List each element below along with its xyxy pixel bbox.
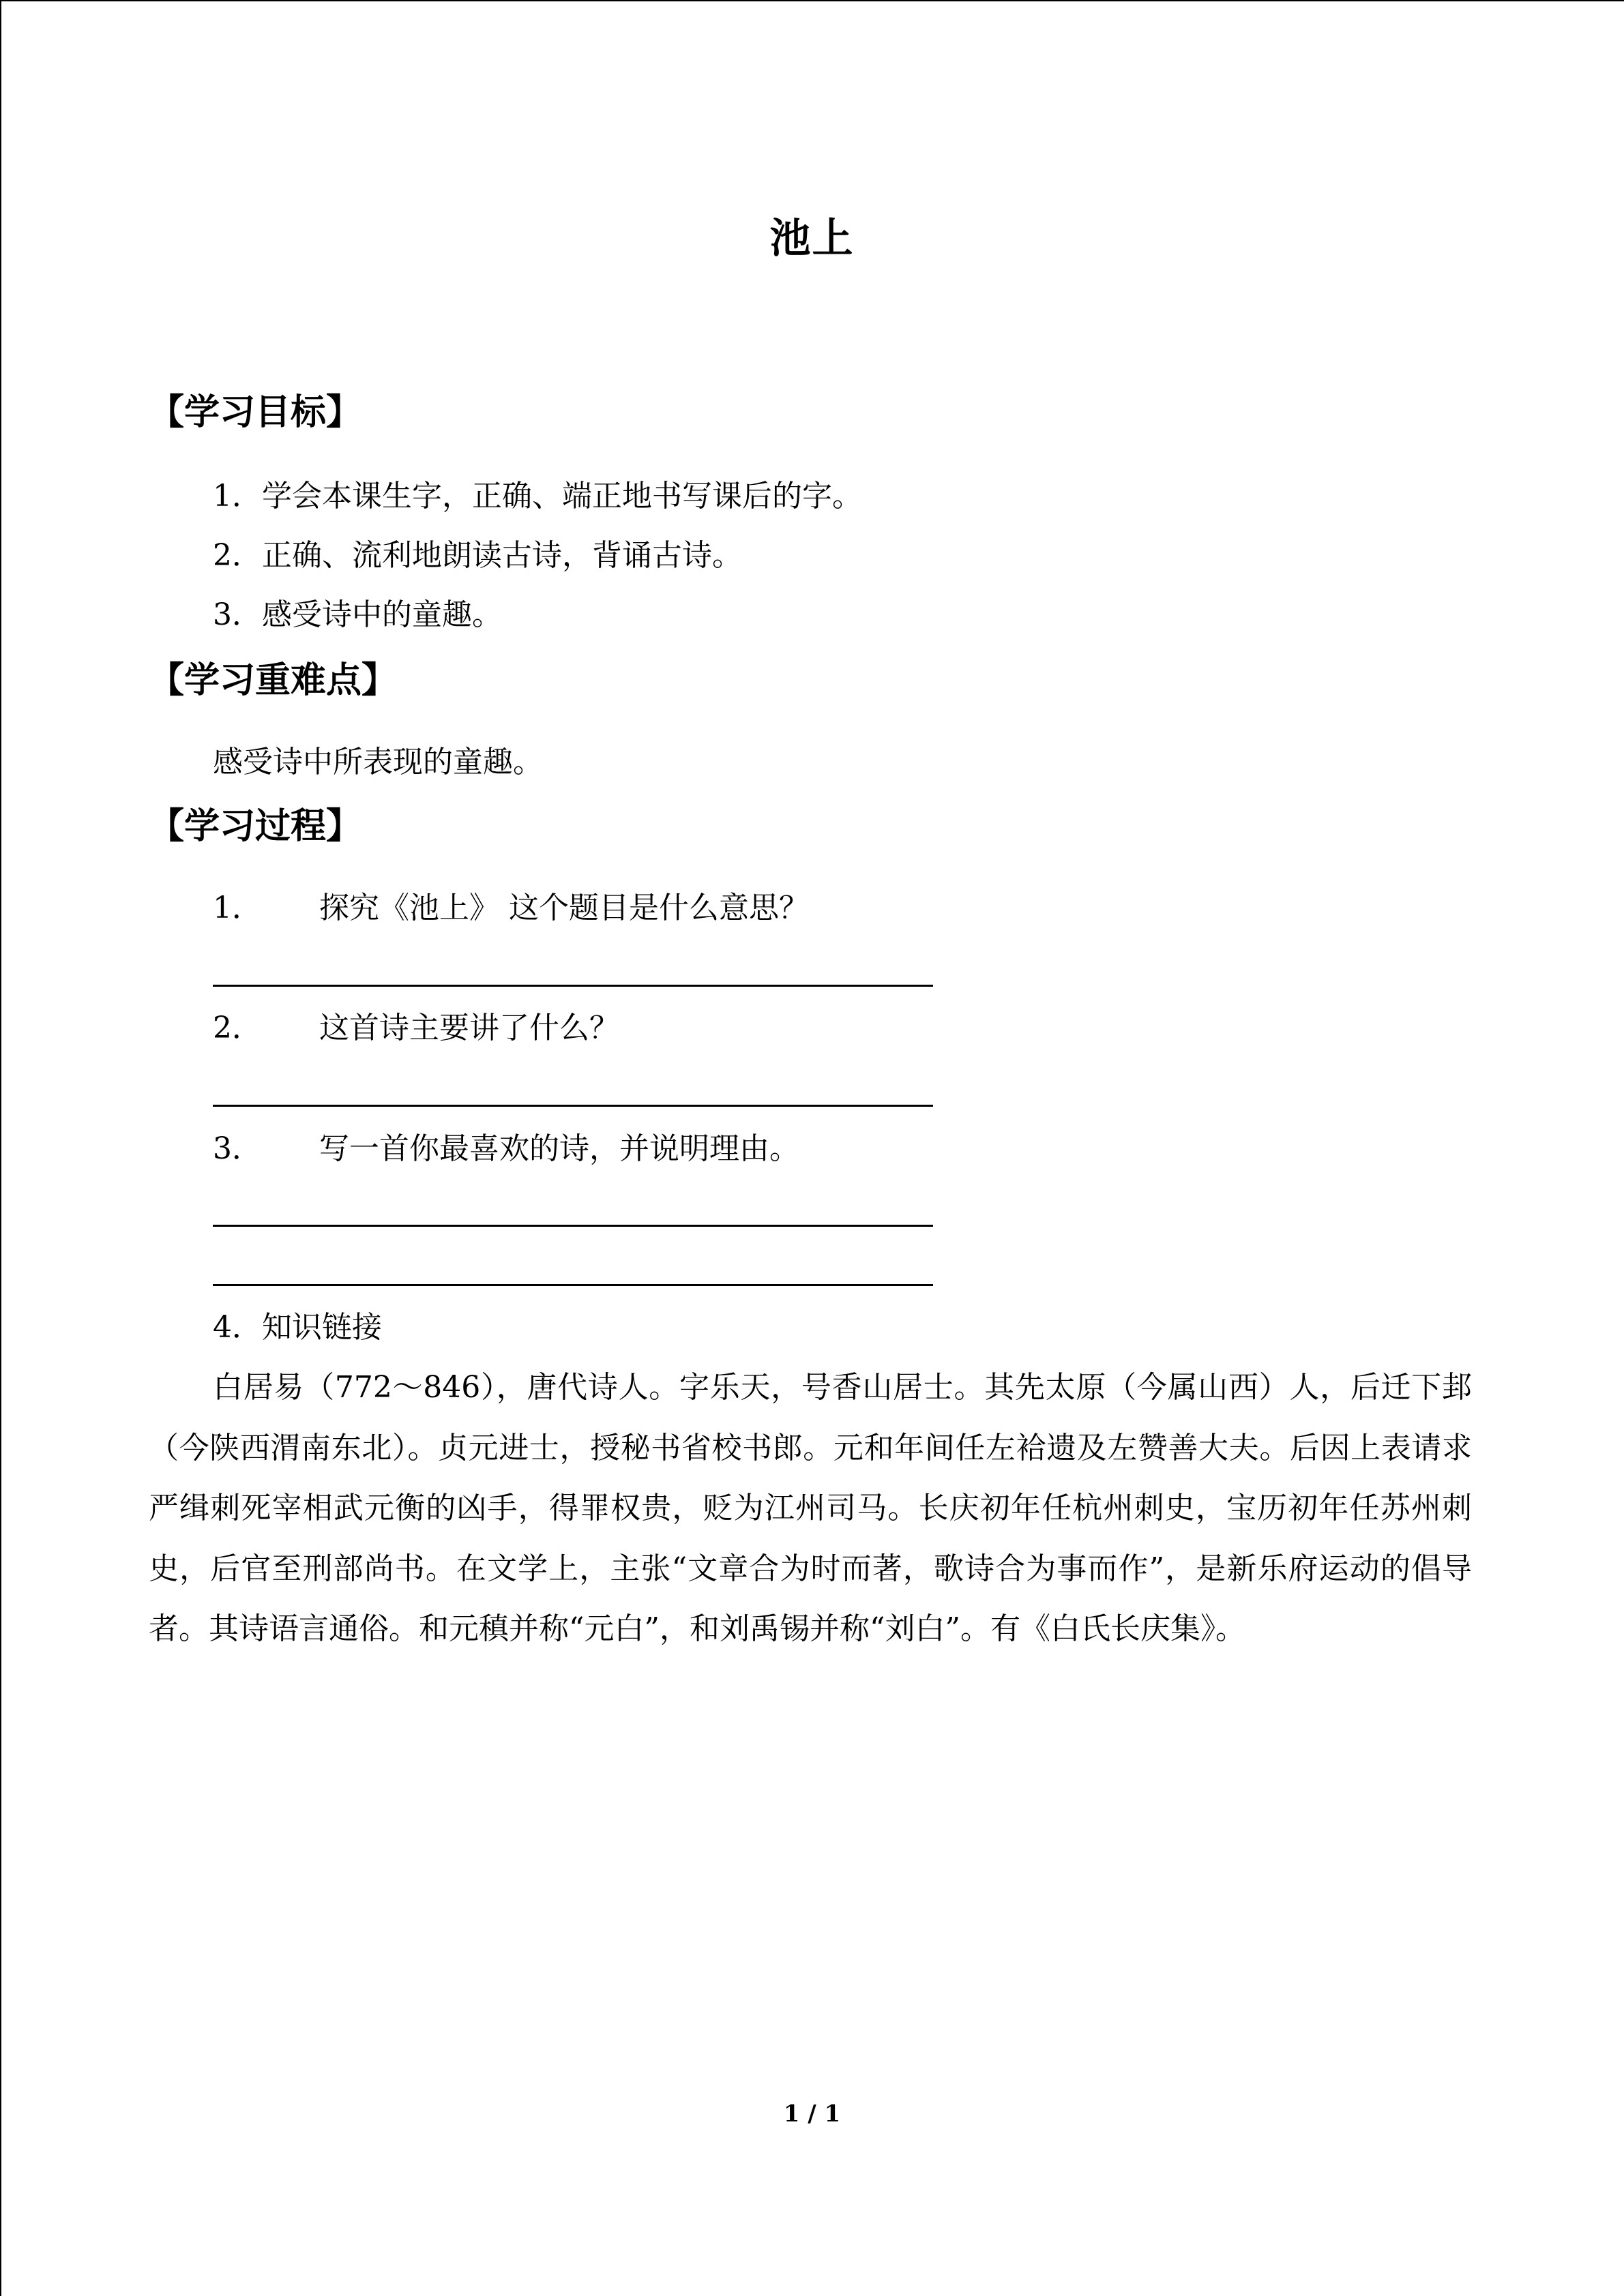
question-number: 3．	[213, 1131, 262, 1166]
question-text: 写一首你最喜欢的诗，并说明理由。	[319, 1131, 799, 1166]
goal-text: 学会本课生字，正确、端正地书写课后的字。	[262, 479, 862, 513]
answer-line[interactable]	[213, 1105, 933, 1107]
question-number: 2．	[213, 1011, 262, 1045]
knowledge-link-label: 4．知识链接	[213, 1310, 382, 1345]
section-heading-process: 【学习过程】	[149, 806, 362, 847]
page-title: 池上	[769, 215, 855, 263]
section-heading-goals: 【学习目标】	[149, 392, 362, 433]
key-points-text: 感受诗中所表现的童趣。	[213, 745, 543, 779]
answer-line[interactable]	[213, 985, 933, 987]
question-text: 这首诗主要讲了什么？	[319, 1011, 619, 1045]
goal-item	[213, 476, 862, 517]
goal-text: 正确、流利地朗读古诗，背诵古诗。	[262, 538, 742, 573]
goal-number: 2．	[213, 538, 262, 573]
goal-item	[213, 595, 502, 636]
goal-text: 感受诗中的童趣。	[262, 597, 502, 632]
knowledge-link-paragraph: 白居易（772～846），唐代诗人。字乐天，号香山居士。其先太原（今属山西）人，后迁下邽（今陕西渭南东北）。贞元进士，授秘书省校书郎。元和年间任左袷遗及左赞善大夫。后因上表请求严缉刺死宰相武元衡的凶手，得罪权贵，贬为江州司马。长庆初年任杭州刺史，宝历初年任苏州刺史，后官至刑部尚书。在文学上，主张“文章合为时而著，歌诗合为事而作”，是新乐府运动的倡导者。其诗语言通俗。和元稹并称“元白”，和刘禹锡并称“刘白”。有《白氏长庆集》。	[149, 1370, 1472, 1646]
goal-number: 1．	[213, 479, 262, 513]
goal-item	[213, 535, 742, 576]
goal-number: 3．	[213, 597, 262, 632]
question-text: 探究《池上》 这个题目是什么意思？	[319, 891, 809, 925]
answer-line[interactable]	[213, 1225, 933, 1227]
answer-line[interactable]	[213, 1284, 933, 1286]
question-number: 1．	[213, 891, 262, 925]
section-heading-key-points: 【学习重难点】	[149, 660, 398, 701]
page-number: 1 / 1	[783, 2100, 841, 2128]
